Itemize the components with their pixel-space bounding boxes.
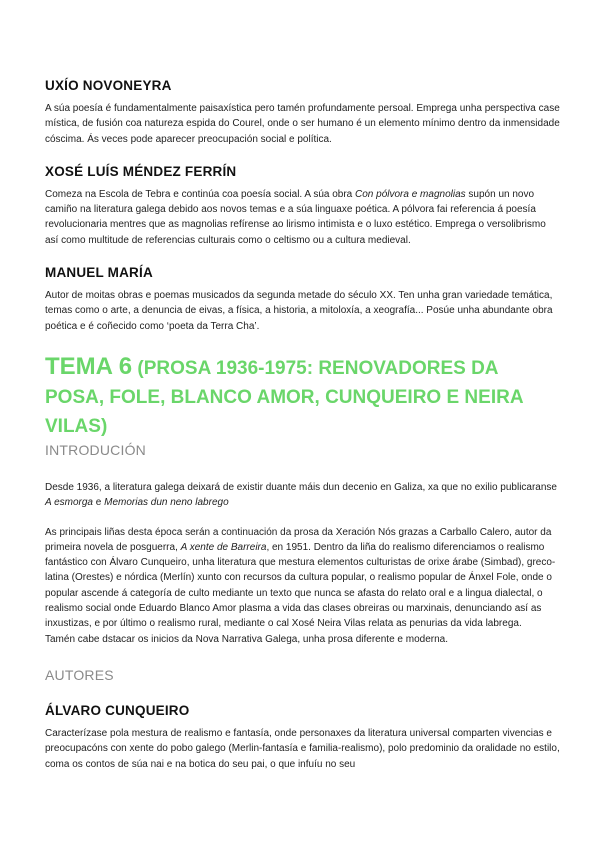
- author-paragraph: A súa poesía é fundamentalmente paisaxística pero tamén profundamente persoal. Emprega unha perspectiva case mística, de fusión coa natureza espida do Courel, onde o ser humano é un elemento mínimo dentro da inmensidade cóscima. Ás veces pode aparecer preocupación social e política.: [45, 103, 560, 145]
- author-heading: XOSÉ LUÍS MÉNDEZ FERRÍN: [45, 163, 237, 179]
- work-title: A esmorga: [45, 497, 93, 509]
- author-paragraph: [45, 187, 560, 248]
- author-section-manuel-maria: [45, 265, 560, 334]
- paragraph-text: Desde 1936, a literatura galega deixará de existir duante máis dun decenio en Galiza, xa que no exilio publicaranse: [45, 481, 557, 493]
- paragraph-text: supón un novo camiño na literatura galega debido aos novos temas e a súa linguaxe poética. A pólvora fai referencia á poesía revolucionaria mentres que as magnolias refírense ao lirismo intimista e o luxo estético. Emprega o versolibrismo así como multitude de referencias culturais como o celtismo ou a cultura medieval.: [45, 188, 546, 246]
- author-paragraph: Caracterízase pola mestura de realismo e fantasía, onde personaxes da literatura universal comparten vivencias e preocupacóns con xente do pobo galego (Merlin-fantasía e familia-realismo), polo predominio da oralidade no estilo, coma os contos de súa nai e na botica do seu pai, o que infuíu no seu: [45, 727, 560, 770]
- intro-paragraph-1: [45, 480, 560, 511]
- spacer: [45, 511, 560, 525]
- author-paragraph: Autor de moitas obras e poemas musicados da segunda metade do século XX. Ten unha gran variedade temática, temas como o arte, a denuncia de eivas, a física, a historia, a mitoloxía, a xeografía... Posúe unha abundante obra poética e é coñecido como ‘poeta da Terra Cha’.: [45, 290, 553, 332]
- paragraph-text: As principais liñas desta época serán a continuación da prosa da Xeración Nós grazas a Carballo Calero, autor da primeira novela de posguerra,: [45, 526, 552, 553]
- page-content: [45, 78, 560, 772]
- authors-heading: AUTORES: [45, 666, 114, 683]
- theme-subtitle: (PROSA 1936-1975: RENOVADORES DA POSA, FOLE, BLANCO AMOR, CUNQUEIRO E NEIRA VILAS): [45, 357, 523, 437]
- author-heading: MANUEL MARÍA: [45, 265, 153, 281]
- theme-number: TEMA 6: [45, 352, 133, 380]
- intro-paragraph-2: [45, 525, 560, 632]
- theme-title: [45, 352, 560, 441]
- paragraph-text: , en 1951. Dentro da liña do realismo diferenciamos o realismo fantástico con Álvaro Cunqueiro, unha literatura que mestura elementos culturistas de orixe árabe (Simbad), greco-latina (Orestes) e nórdica (Merlín) xunto con recursos da cultura popular, o realismo popular de Ánxel Fole, onde o popular ascende á categoría de culto mediante un texto que nunca se afasta do relato oral e a lingua dialectal, o realismo social onde Eduardo Blanco Amor plasma a vida das clases obreiras ou marxinais, denunciando así as inxustizas, e por último o realismo rural, mediante o cal Xosé Neira Vilas relata as penurias da vida labrega.: [45, 541, 556, 630]
- paragraph-text: Comeza na Escola de Tebra e continúa coa poesía social. A súa obra: [45, 188, 356, 200]
- author-section-mendez-ferrin: [45, 164, 560, 248]
- work-title: Memorias dun neno labrego: [104, 497, 229, 509]
- intro-heading: INTRODUCIÓN: [45, 441, 146, 458]
- intro-paragraph-3: Tamén cabe dstacar os inicios da Nova Narrativa Galega, unha prosa diferente e moderna.: [45, 633, 449, 645]
- author-heading: ÁLVARO CUNQUEIRO: [45, 702, 190, 718]
- work-title: Con pólvora e magnolias: [355, 188, 466, 200]
- work-title: A xente de Barreira: [180, 541, 267, 553]
- paragraph-text: e: [92, 497, 105, 509]
- author-heading: UXÍO NOVONEYRA: [45, 78, 172, 93]
- author-section-novoneyra: [45, 78, 560, 147]
